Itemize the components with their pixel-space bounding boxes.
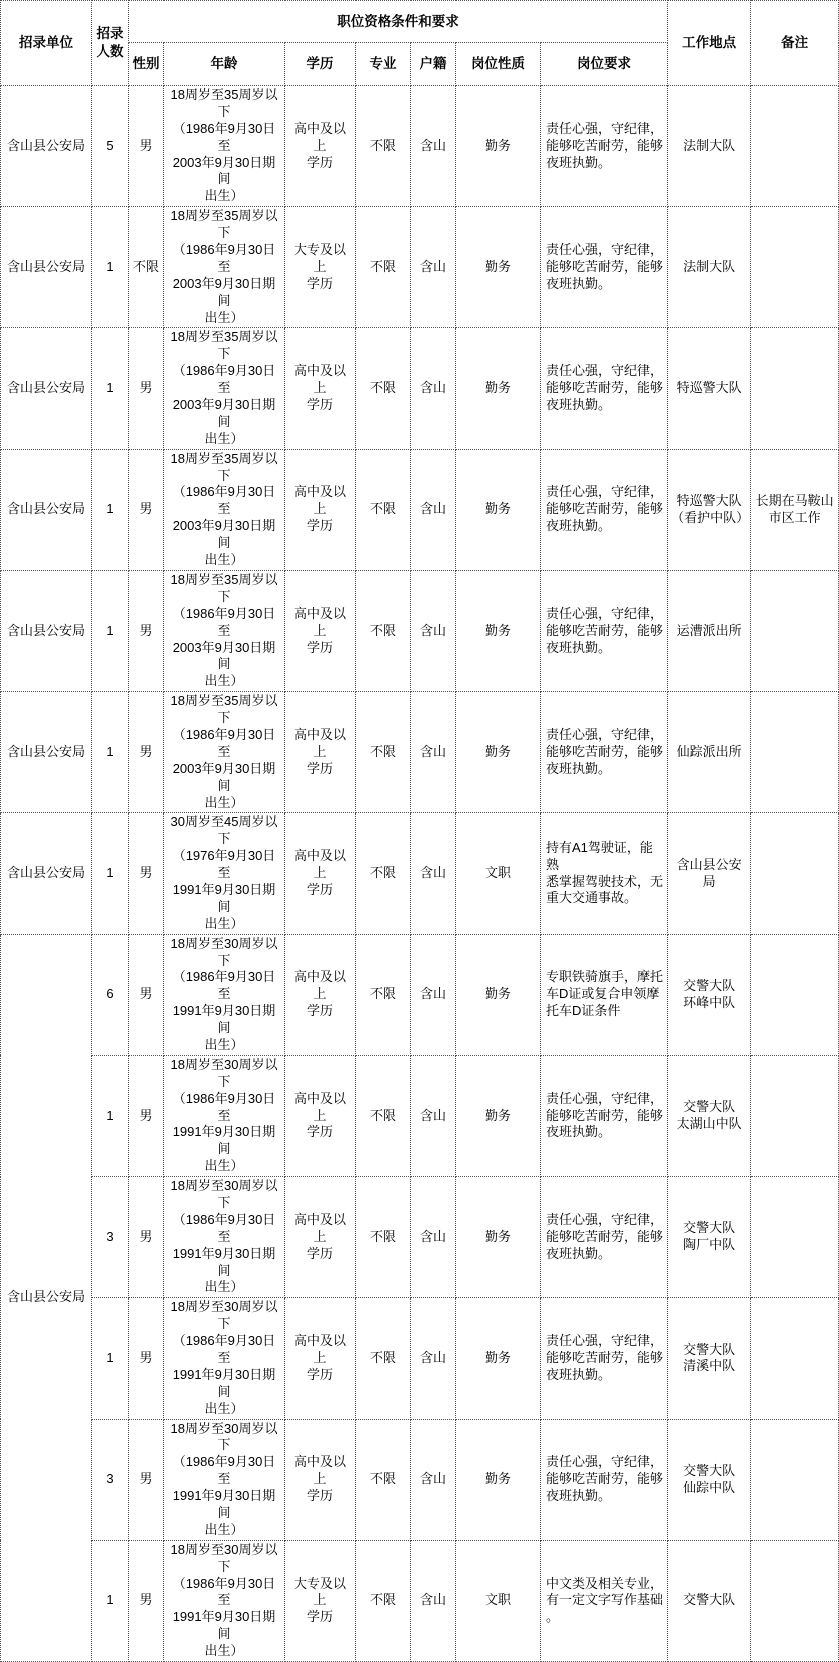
- cell-unit: 含山县公安局: [1, 207, 92, 328]
- cell-req: 责任心强，守纪律， 能够吃苦耐劳，能够 夜班执勤。: [541, 328, 668, 449]
- cell-unit: 含山县公安局: [1, 813, 92, 934]
- header-row-top: [1, 1, 839, 43]
- table-row: [1, 449, 839, 570]
- table-header: [1, 1, 839, 86]
- cell-type: 勤务: [456, 449, 541, 570]
- cell-loc: 法制大队: [668, 86, 751, 207]
- cell-hukou: 含山: [411, 692, 456, 813]
- cell-hukou: 含山: [411, 1419, 456, 1540]
- cell-gender: 男: [129, 813, 164, 934]
- cell-gender: 男: [129, 1298, 164, 1419]
- cell-hukou: 含山: [411, 328, 456, 449]
- header-unit: 招录单位: [1, 1, 92, 86]
- cell-age: 18周岁至30周岁以下 （1986年9月30日至 1991年9月30日期间 出生）: [164, 1298, 285, 1419]
- cell-edu: 高中及以上 学历: [285, 328, 356, 449]
- cell-edu: 高中及以上 学历: [285, 86, 356, 207]
- cell-unit: 含山县公安局: [1, 449, 92, 570]
- table-row: [1, 1540, 839, 1661]
- table-row: [1, 934, 839, 1055]
- cell-unit: 含山县公安局: [1, 692, 92, 813]
- header-position-type: 岗位性质: [456, 43, 541, 86]
- cell-major: 不限: [356, 934, 411, 1055]
- table-row: [1, 207, 839, 328]
- cell-req: 责任心强，守纪律， 能够吃苦耐劳，能够 夜班执勤。: [541, 1177, 668, 1298]
- table-row: [1, 692, 839, 813]
- cell-age: 18周岁至35周岁以下 （1986年9月30日至 2003年9月30日期间 出生）: [164, 570, 285, 691]
- cell-count: 5: [92, 86, 129, 207]
- cell-loc: 交警大队 仙踪中队: [668, 1419, 751, 1540]
- cell-loc: 运漕派出所: [668, 570, 751, 691]
- header-count: 招录 人数: [92, 1, 129, 86]
- table-row: [1, 328, 839, 449]
- cell-hukou: 含山: [411, 813, 456, 934]
- cell-count: 1: [92, 328, 129, 449]
- cell-loc: 特巡警大队 （看护中队）: [668, 449, 751, 570]
- cell-hukou: 含山: [411, 934, 456, 1055]
- cell-note: 长期在马鞍山 市区工作: [751, 449, 839, 570]
- cell-gender: 不限: [129, 207, 164, 328]
- cell-type: 文职: [456, 1540, 541, 1661]
- cell-unit: 含山县公安局: [1, 86, 92, 207]
- cell-age: 18周岁至35周岁以下 （1986年9月30日至 2003年9月30日期间 出生）: [164, 328, 285, 449]
- cell-count: 1: [92, 207, 129, 328]
- cell-count: 3: [92, 1177, 129, 1298]
- header-qualification-banner: 职位资格条件和要求: [129, 1, 668, 43]
- cell-hukou: 含山: [411, 207, 456, 328]
- cell-type: 勤务: [456, 934, 541, 1055]
- cell-type: 勤务: [456, 207, 541, 328]
- cell-note: [751, 328, 839, 449]
- table-row: [1, 86, 839, 207]
- cell-hukou: 含山: [411, 1298, 456, 1419]
- cell-age: 18周岁至30周岁以下 （1986年9月30日至 1991年9月30日期间 出生）: [164, 1419, 285, 1540]
- table-row: [1, 1055, 839, 1176]
- cell-major: 不限: [356, 1298, 411, 1419]
- cell-hukou: 含山: [411, 449, 456, 570]
- cell-edu: 高中及以上 学历: [285, 1419, 356, 1540]
- cell-loc: 交警大队: [668, 1540, 751, 1661]
- cell-req: 中文类及相关专业， 有一定文字写作基础 。: [541, 1540, 668, 1661]
- cell-note: [751, 934, 839, 1055]
- cell-note: [751, 1177, 839, 1298]
- header-major: 专业: [356, 43, 411, 86]
- cell-req: 持有A1驾驶证，能熟 悉掌握驾驶技术，无 重大交通事故。: [541, 813, 668, 934]
- cell-type: 勤务: [456, 1298, 541, 1419]
- header-age: 年龄: [164, 43, 285, 86]
- cell-loc: 交警大队 太湖山中队: [668, 1055, 751, 1176]
- cell-type: 勤务: [456, 692, 541, 813]
- cell-loc: 交警大队 清溪中队: [668, 1298, 751, 1419]
- cell-gender: 男: [129, 1177, 164, 1298]
- table-body: [1, 86, 839, 1662]
- cell-count: 1: [92, 813, 129, 934]
- header-hukou: 户籍: [411, 43, 456, 86]
- table-row: [1, 1419, 839, 1540]
- cell-hukou: 含山: [411, 1177, 456, 1298]
- cell-gender: 男: [129, 692, 164, 813]
- cell-gender: 男: [129, 934, 164, 1055]
- cell-loc: 特巡警大队: [668, 328, 751, 449]
- cell-edu: 高中及以上 学历: [285, 449, 356, 570]
- table-row: [1, 1177, 839, 1298]
- cell-count: 6: [92, 934, 129, 1055]
- cell-type: 勤务: [456, 328, 541, 449]
- cell-note: [751, 1540, 839, 1661]
- cell-hukou: 含山: [411, 570, 456, 691]
- cell-req: 责任心强，守纪律， 能够吃苦耐劳，能够 夜班执勤。: [541, 207, 668, 328]
- cell-major: 不限: [356, 1540, 411, 1661]
- cell-loc: 仙踪派出所: [668, 692, 751, 813]
- cell-note: [751, 1298, 839, 1419]
- cell-gender: 男: [129, 328, 164, 449]
- cell-edu: 高中及以上 学历: [285, 1177, 356, 1298]
- cell-edu: 高中及以上 学历: [285, 813, 356, 934]
- cell-req: 责任心强，守纪律， 能够吃苦耐劳，能够 夜班执勤。: [541, 1419, 668, 1540]
- cell-edu: 高中及以上 学历: [285, 1298, 356, 1419]
- cell-type: 文职: [456, 813, 541, 934]
- cell-edu: 高中及以上 学历: [285, 692, 356, 813]
- cell-age: 18周岁至30周岁以下 （1986年9月30日至 1991年9月30日期间 出生）: [164, 1540, 285, 1661]
- cell-major: 不限: [356, 1177, 411, 1298]
- cell-major: 不限: [356, 207, 411, 328]
- cell-major: 不限: [356, 1419, 411, 1540]
- cell-age: 18周岁至35周岁以下 （1986年9月30日至 2003年9月30日期间 出生）: [164, 86, 285, 207]
- cell-gender: 男: [129, 86, 164, 207]
- cell-note: [751, 570, 839, 691]
- cell-count: 1: [92, 1298, 129, 1419]
- cell-count: 1: [92, 692, 129, 813]
- cell-type: 勤务: [456, 86, 541, 207]
- cell-hukou: 含山: [411, 86, 456, 207]
- cell-major: 不限: [356, 570, 411, 691]
- cell-req: 责任心强，守纪律， 能够吃苦耐劳，能够 夜班执勤。: [541, 1298, 668, 1419]
- cell-edu: 大专及以上 学历: [285, 1540, 356, 1661]
- cell-hukou: 含山: [411, 1540, 456, 1661]
- table-row: [1, 1298, 839, 1419]
- cell-age: 18周岁至35周岁以下 （1986年9月30日至 2003年9月30日期间 出生）: [164, 449, 285, 570]
- cell-edu: 高中及以上 学历: [285, 934, 356, 1055]
- cell-req: 责任心强，守纪律， 能够吃苦耐劳，能够 夜班执勤。: [541, 86, 668, 207]
- cell-note: [751, 86, 839, 207]
- header-gender: 性别: [129, 43, 164, 86]
- cell-major: 不限: [356, 86, 411, 207]
- cell-count: 1: [92, 570, 129, 691]
- cell-unit: 含山县公安局: [1, 570, 92, 691]
- cell-age: 18周岁至35周岁以下 （1986年9月30日至 2003年9月30日期间 出生）: [164, 692, 285, 813]
- table-row: [1, 813, 839, 934]
- cell-count: 3: [92, 1419, 129, 1540]
- cell-note: [751, 1419, 839, 1540]
- cell-type: 勤务: [456, 1419, 541, 1540]
- cell-gender: 男: [129, 449, 164, 570]
- cell-gender: 男: [129, 1419, 164, 1540]
- cell-req: 责任心强，守纪律， 能够吃苦耐劳，能够 夜班执勤。: [541, 570, 668, 691]
- cell-loc: 含山县公安局: [668, 813, 751, 934]
- cell-gender: 男: [129, 570, 164, 691]
- cell-age: 18周岁至35周岁以下 （1986年9月30日至 2003年9月30日期间 出生）: [164, 207, 285, 328]
- cell-major: 不限: [356, 449, 411, 570]
- header-education: 学历: [285, 43, 356, 86]
- cell-edu: 高中及以上 学历: [285, 570, 356, 691]
- cell-count: 1: [92, 1055, 129, 1176]
- cell-edu: 高中及以上 学历: [285, 1055, 356, 1176]
- cell-major: 不限: [356, 813, 411, 934]
- cell-unit: 含山县公安局: [1, 934, 92, 1661]
- cell-note: [751, 692, 839, 813]
- cell-age: 18周岁至30周岁以下 （1986年9月30日至 1991年9月30日期间 出生）: [164, 1177, 285, 1298]
- cell-req: 责任心强，守纪律， 能够吃苦耐劳，能够 夜班执勤。: [541, 692, 668, 813]
- cell-loc: 法制大队: [668, 207, 751, 328]
- cell-edu: 大专及以上 学历: [285, 207, 356, 328]
- cell-note: [751, 1055, 839, 1176]
- cell-type: 勤务: [456, 1177, 541, 1298]
- cell-age: 18周岁至30周岁以下 （1986年9月30日至 1991年9月30日期间 出生）: [164, 1055, 285, 1176]
- cell-req: 专职铁骑旗手，摩托 车D证或复合申领摩 托车D证条件: [541, 934, 668, 1055]
- header-note: 备注: [751, 1, 839, 86]
- cell-age: 30周岁至45周岁以下 （1976年9月30日至 1991年9月30日期间 出生）: [164, 813, 285, 934]
- cell-count: 1: [92, 1540, 129, 1661]
- cell-gender: 男: [129, 1540, 164, 1661]
- cell-type: 勤务: [456, 1055, 541, 1176]
- cell-type: 勤务: [456, 570, 541, 691]
- cell-major: 不限: [356, 1055, 411, 1176]
- cell-loc: 交警大队 陶厂中队: [668, 1177, 751, 1298]
- cell-note: [751, 813, 839, 934]
- cell-req: 责任心强，守纪律， 能够吃苦耐劳，能够 夜班执勤。: [541, 1055, 668, 1176]
- header-location: 工作地点: [668, 1, 751, 86]
- cell-loc: 交警大队 环峰中队: [668, 934, 751, 1055]
- cell-major: 不限: [356, 328, 411, 449]
- cell-age: 18周岁至30周岁以下 （1986年9月30日至 1991年9月30日期间 出生）: [164, 934, 285, 1055]
- cell-count: 1: [92, 449, 129, 570]
- cell-gender: 男: [129, 1055, 164, 1176]
- cell-note: [751, 207, 839, 328]
- header-position-requirement: 岗位要求: [541, 43, 668, 86]
- cell-req: 责任心强，守纪律， 能够吃苦耐劳，能够 夜班执勤。: [541, 449, 668, 570]
- cell-hukou: 含山: [411, 1055, 456, 1176]
- table-row: [1, 570, 839, 691]
- cell-major: 不限: [356, 692, 411, 813]
- cell-unit: 含山县公安局: [1, 328, 92, 449]
